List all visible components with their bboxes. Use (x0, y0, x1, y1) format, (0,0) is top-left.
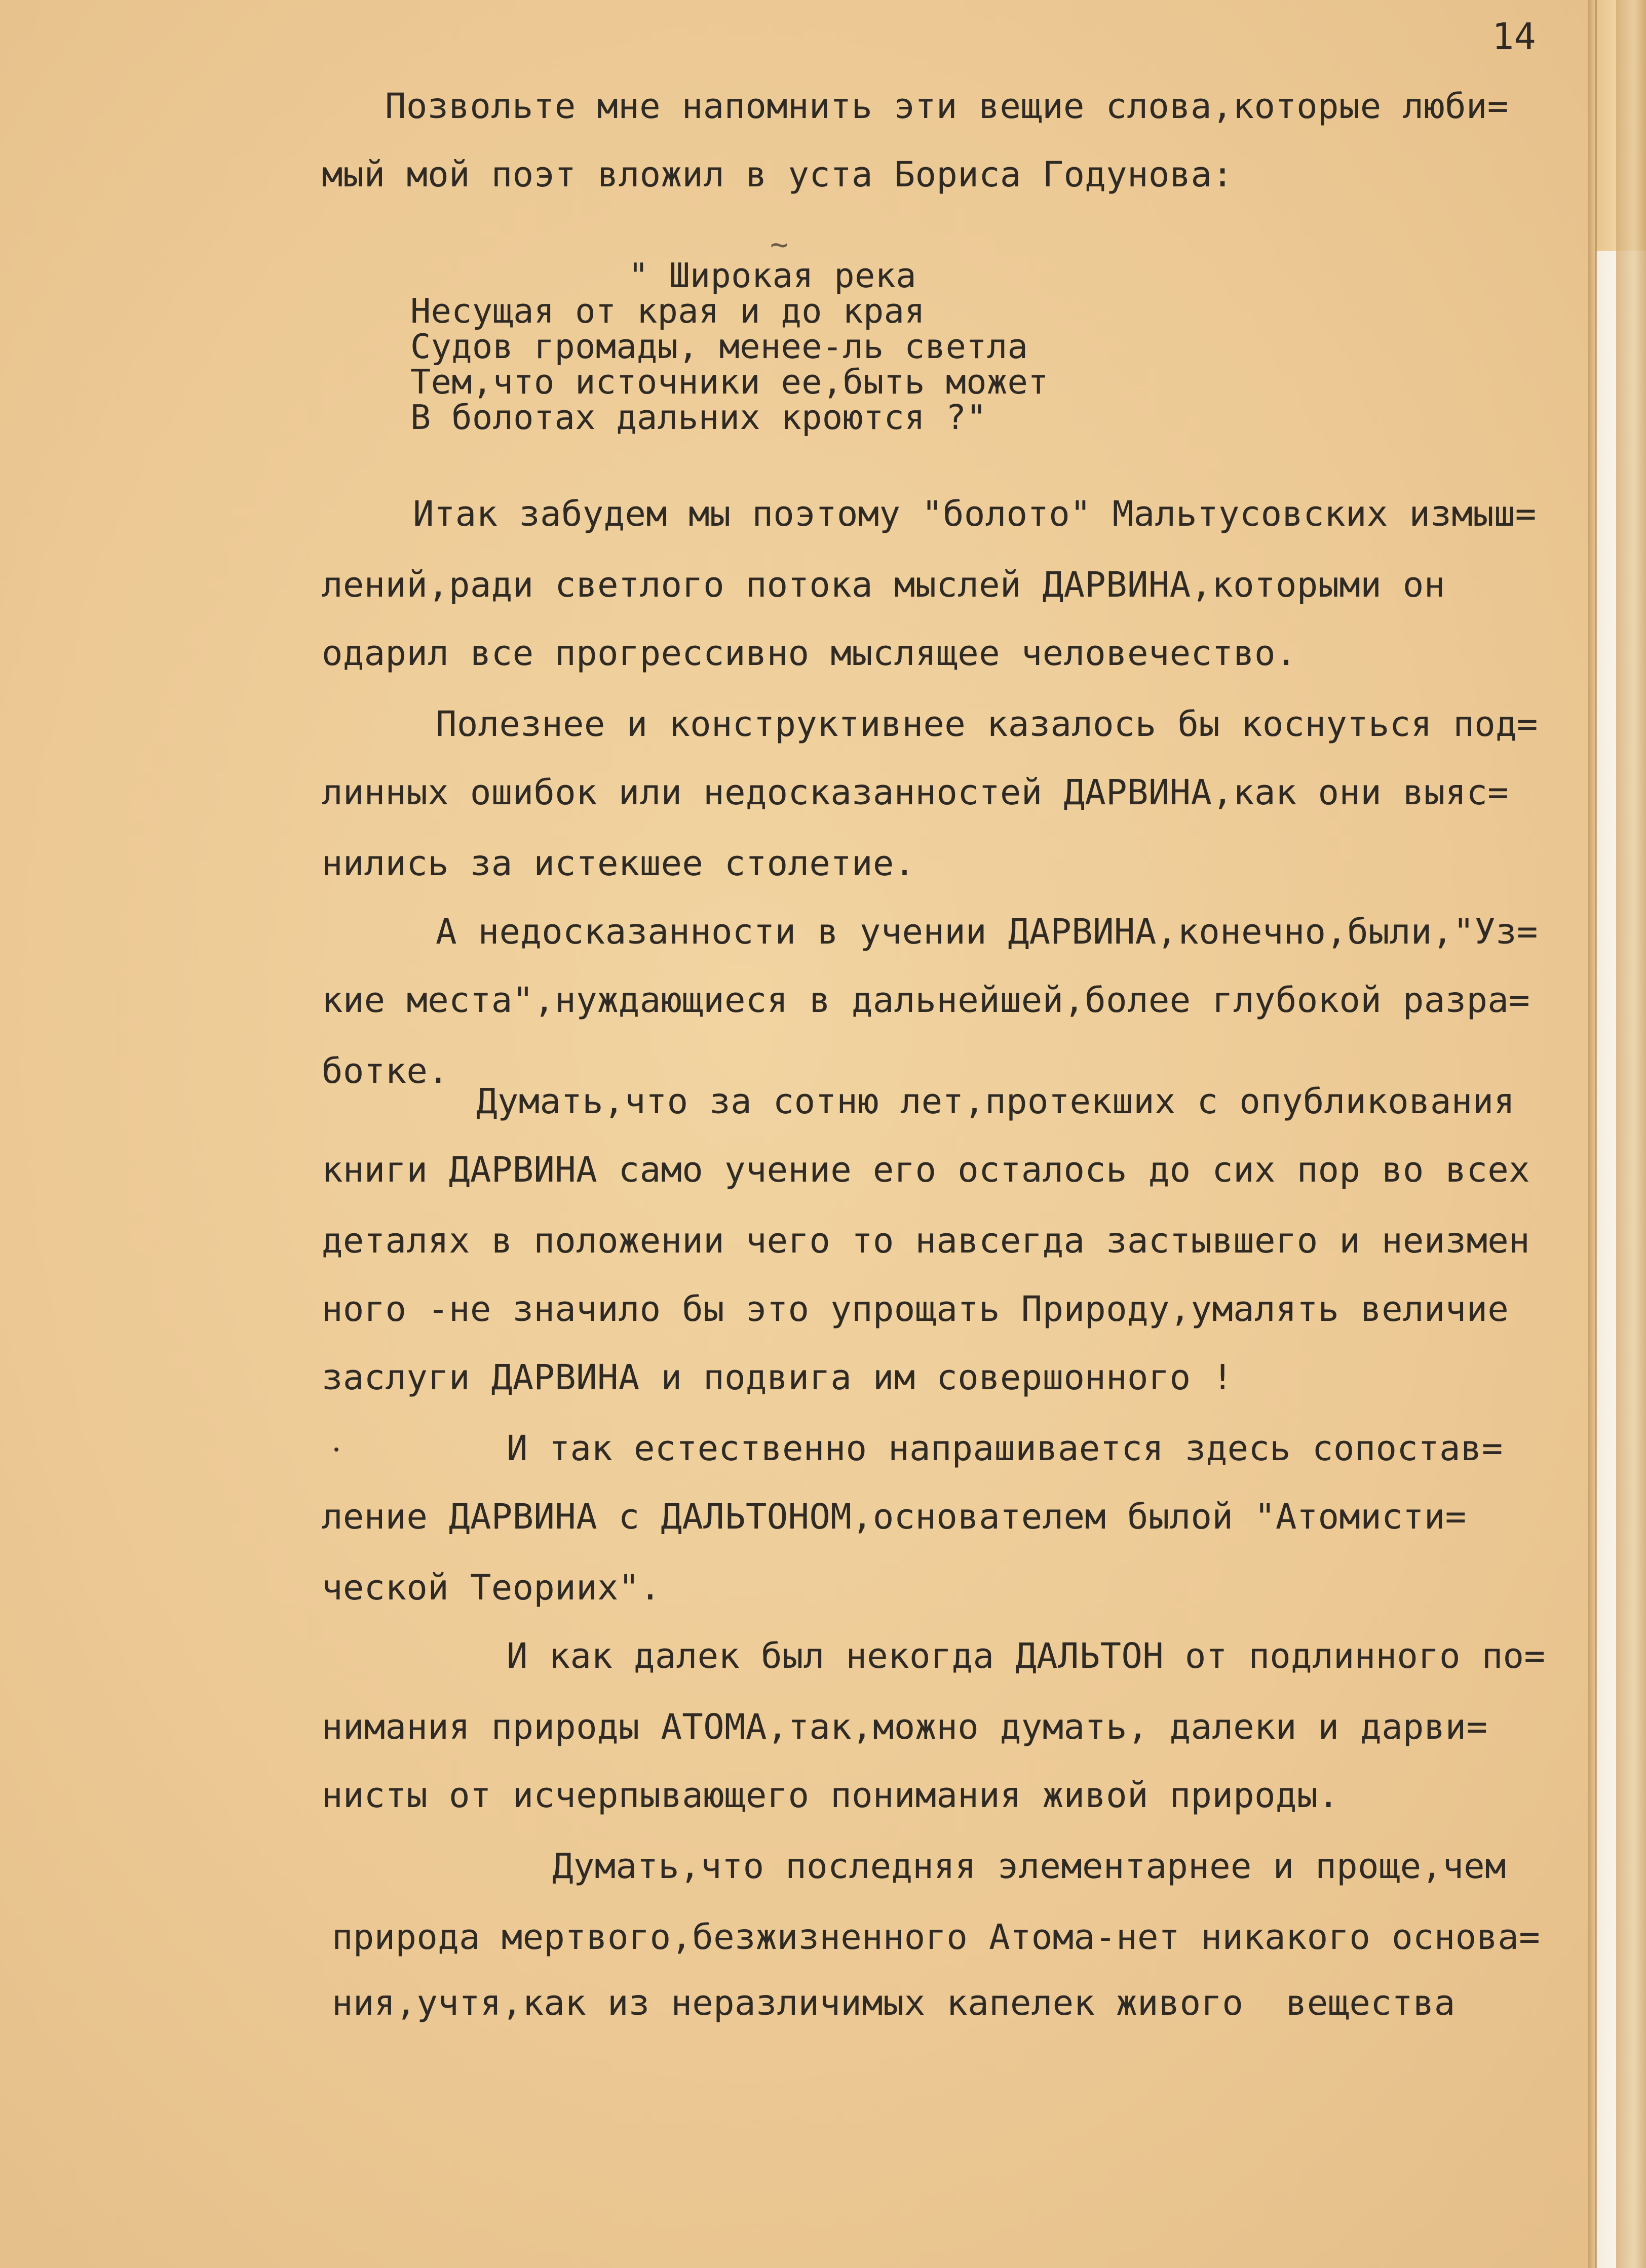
text-line: ление ДАРВИНА с ДАЛЬТОНОМ,основателем былой "Атомисти= (322, 1497, 1467, 1537)
verse-line: " Широкая река (628, 256, 916, 295)
text-line: мый мой поэт вложил в уста Бориса Годунова: (322, 154, 1234, 195)
text-line: ческой Теорииx". (322, 1568, 661, 1608)
verse-line: Тем,что источники ее,быть может (410, 362, 1049, 402)
text-line: ного -не значило бы это упрощать Природу,умалять величие (322, 1289, 1509, 1329)
paper-edge-sheet-back (1616, 0, 1646, 2268)
text-line: нимания природы АТОМА,так,можно думать, далеки и дарви= (322, 1707, 1488, 1747)
text-line: ния,учтя,как из неразличимых капелек живого вещества (332, 1983, 1456, 2023)
text-line: Думать,что за сотню лет,протекших с опубликования (476, 1081, 1515, 1122)
paper-edge-shadow (1588, 0, 1595, 2268)
page-number: 14 (1492, 15, 1536, 58)
text-line: И так естественно напрашивается здесь сопостав= (507, 1428, 1503, 1469)
text-line: линных ошибок или недосказанностей ДАРВИНА,как они выяс= (322, 772, 1509, 813)
text-line: книги ДАРВИНА само учение его осталось до сих пор во всех (322, 1150, 1530, 1190)
text-line: Итак забудем мы поэтому "болото" Мальтусовских измыш= (413, 494, 1537, 534)
ink-spot (334, 1448, 338, 1452)
text-line: Полезнее и конструктивнее казалось бы коснуться под= (436, 704, 1538, 745)
paper-edge-line (1595, 0, 1597, 2268)
verse-line: Несущая от края и до края (410, 291, 925, 331)
text-line: нисты от исчерпывающего понимания живой природы. (322, 1775, 1339, 1816)
text-line: Позвольте мне напомнить эти вещие слова,которые люби= (385, 86, 1509, 127)
text-line: ботке. (322, 1051, 449, 1091)
text-line: заслуги ДАРВИНА и подвига им совершонного ! (322, 1357, 1234, 1398)
text-line: А недосказанности в учении ДАРВИНА,конечно,были,"Уз= (436, 912, 1538, 952)
verse-line: В болотах дальних кроются ?" (410, 398, 987, 437)
text-line: И как далек был некогда ДАЛЬТОН от подлинного по= (507, 1636, 1546, 1676)
text-line: одарил все прогрессивно мыслящее человечество. (322, 633, 1297, 674)
verse-line: Судов громады, менее-ль светла (410, 327, 1028, 366)
text-line: деталях в положении чего то навсегда застывшего и неизмен (322, 1221, 1530, 1261)
text-line: нились за истекшее столетие. (322, 843, 915, 884)
text-line: лений,ради светлого потока мыслей ДАРВИНА,которыми он (322, 565, 1445, 605)
tilde-mark: ~ (770, 227, 789, 262)
text-line: Думать,что последняя элементарнее и проще,чем (552, 1846, 1506, 1887)
text-line: природа мертвого,безжизненного Атома-нет никакого основа= (332, 1917, 1540, 1958)
text-line: кие места",нуждающиеся в дальнейшей,более глубокой разра= (322, 980, 1530, 1021)
